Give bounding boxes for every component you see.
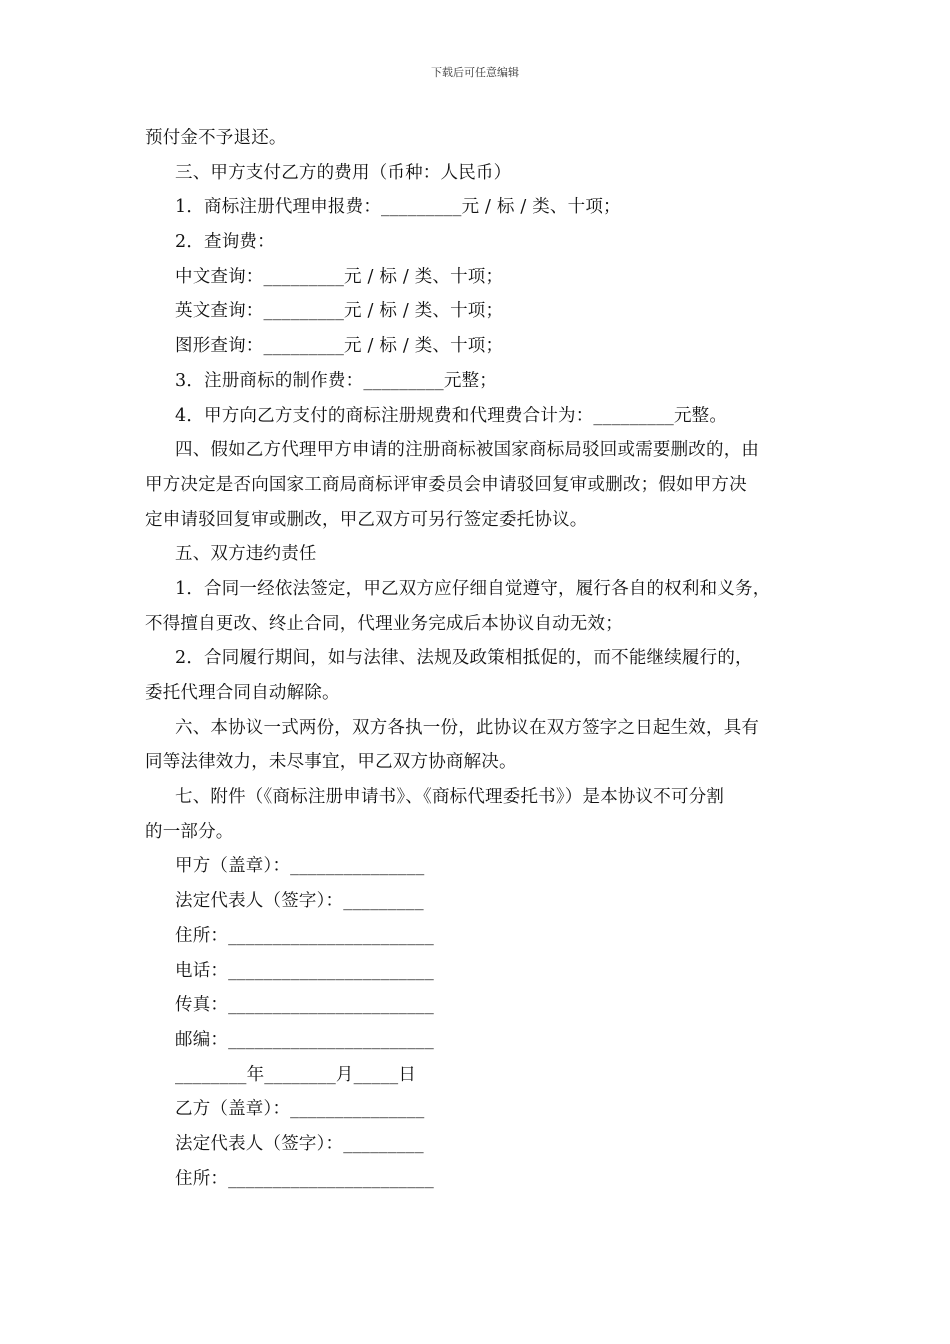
document-line: 住所：_______________________ — [175, 925, 434, 946]
document-line: 五、双方违约责任 — [175, 544, 317, 565]
document-line: 委托代理合同自动解除。 — [145, 683, 340, 703]
document-body — [145, 121, 825, 1196]
document-line: 电话：_______________________ — [175, 960, 434, 981]
document-line: 邮编：_______________________ — [175, 1029, 434, 1050]
document-line: 四、假如乙方代理甲方申请的注册商标被国家商标局驳回或需要删改的，由 — [175, 440, 760, 461]
document-line: 1．商标注册代理申报费：_________元 / 标 / 类、十项； — [175, 197, 621, 218]
document-line: 不得擅自更改、终止合同，代理业务完成后本协议自动无效； — [145, 613, 623, 634]
document-line: 2．查询费： — [175, 232, 275, 253]
document-line: 英文查询：_________元 / 标 / 类、十项； — [175, 301, 504, 322]
document-line: 预付金不予退还。 — [145, 128, 287, 148]
document-line: 传真：_______________________ — [175, 995, 434, 1016]
document-line: 七、附件（《商标注册申请书》、《商标代理委托书》）是本协议不可分割 — [175, 787, 725, 808]
document-line: 图形查询：_________元 / 标 / 类、十项； — [175, 336, 504, 357]
document-line: 法定代表人（签字）：_________ — [175, 891, 424, 912]
document-line: 中文查询：_________元 / 标 / 类、十项； — [175, 266, 504, 287]
page-header: 下载后可任意编辑 — [431, 66, 519, 79]
document-line: 乙方（盖章）：_______________ — [175, 1099, 425, 1120]
document-line: 2．合同履行期间，如与法律、法规及政策相抵促的，而不能继续履行的， — [175, 648, 753, 669]
document-line: 定申请驳回复审或删改，甲乙双方可另行签定委托协议。 — [145, 509, 588, 530]
document-line: 4．甲方向乙方支付的商标注册规费和代理费合计为：_________元整。 — [175, 405, 728, 426]
document-line: 甲方决定是否向国家工商局商标评审委员会申请驳回复审或删改；假如甲方决 — [145, 474, 747, 495]
document-line: 同等法律效力，未尽事宜，甲乙双方协商解决。 — [145, 752, 517, 773]
document-line: ________年________月_____日 — [175, 1064, 417, 1085]
document-line: 法定代表人（签字）：_________ — [175, 1133, 424, 1154]
document-line: 三、甲方支付乙方的费用（币种：人民币） — [175, 162, 512, 183]
document-line: 六、本协议一式两份，双方各执一份，此协议在双方签字之日起生效，具有 — [175, 717, 760, 738]
document-line: 住所：_______________________ — [175, 1168, 434, 1189]
document-line: 1．合同一经依法签定，甲乙双方应仔细自觉遵守，履行各自的权利和义务， — [175, 578, 771, 599]
document-line: 甲方（盖章）：_______________ — [175, 856, 425, 877]
document-line: 3．注册商标的制作费：_________元整； — [175, 370, 497, 391]
document-line: 的一部分。 — [145, 821, 234, 842]
